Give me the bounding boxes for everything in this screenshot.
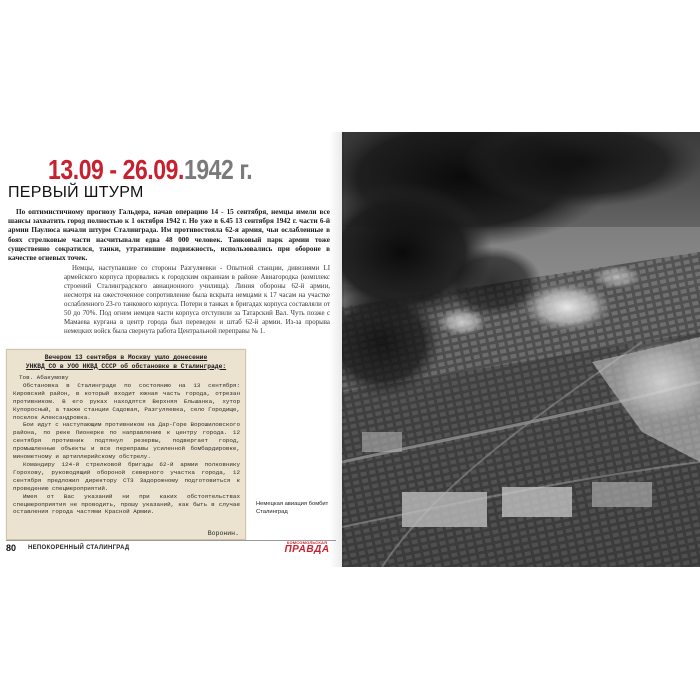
page-title	[48, 154, 252, 186]
document-paragraph: Обстановка в Сталинграде по состоянию на 13 сентября: Кировский район, в который входит южная часть города, отрезан противником. В его руках находятся Верхняя Ельшанка, хутор Купоросный, а также станции Садовая, Разгуляевка, село Городище, поселок Александровка.	[13, 381, 240, 421]
running-footer-title: НЕПОКОРЕННЫЙ СТАЛИНГРАД	[28, 545, 130, 551]
book-gutter	[330, 132, 344, 567]
left-page	[0, 132, 342, 567]
page-number: 80	[6, 543, 17, 553]
publisher-logo-top: КОМСОМОЛЬСКАЯ	[286, 540, 328, 545]
book-spread	[0, 132, 700, 567]
publisher-logo	[278, 540, 336, 554]
document-signature: Воронин.	[207, 530, 239, 537]
right-page	[342, 132, 700, 567]
document-paragraph: Имея от Вас указаний ни при каких обстоятельствах спецмероприятия не проводить, прошу указаний, как быть в случае оставления города частями Красной Армии.	[13, 492, 240, 516]
body-paragraph: Немцы, наступавшие со стороны Разгуляевки - Опытной станции, дивизиями LI армейского корпуса прорвались к городским окраинам в районе Авиагородка (комплекс строений Сталинградского авиационного училища). Линия обороны 62-й армии, несмотря на ожесточенное сопротивление была вскрыта немцами к 17 часам на участке ослабленного 23-го танкового корпуса. Потери в танках в бригадах корпуса составляли от 50 до 70%. Под огнем немцев части корпуса отступили за Татарский Вал. Чуть позже с Мамаева кургана в центр города был переведен и штаб 62-й армии. Из-за прорыва немецких войск была свернута работа Центральной переправы № 1.	[64, 265, 330, 335]
document-body	[13, 374, 240, 516]
document-header	[7, 354, 245, 371]
document-header-line: Вечером 13 сентября в Москву ушло донесение	[44, 354, 208, 361]
document-addressee: Тов. Абакумову	[19, 374, 69, 381]
aerial-bombing-photo	[342, 132, 700, 567]
title-year: 1942 г.	[183, 154, 253, 185]
title-dates: 13.09 - 26.09.	[48, 154, 184, 185]
section-subtitle: ПЕРВЫЙ ШТУРМ	[8, 184, 144, 201]
photo-caption: Немецкая авиация бомбит Сталинград	[256, 501, 329, 515]
intro-paragraph: По оптимистичному прогнозу Гальдера, начав операцию 14 - 15 сентября, немцы имели все шансы захватить город полностью к 1 октября 1942 г. Но уже в 6.45 13 сентября 1942 г. части 6-й армии Паулюса начали штурм Сталинграда. Им противостояла 62-я армия, чьи ослабленные в боях стрелковые части насчитывали едва 48 000 человек. Танковый парк армии тоже существенно сократился, танки, утратившие подвижность, использовались при обороне в качестве огневых точек.	[8, 208, 330, 263]
document-paragraph: Командиру 124-й стрелковой бригады 62-й армии полковнику Горохову, руководящий обороной северного участка города, 12 сентября предложил директору СТЗ Задорожному подготовиться к проведению спецмероприятий.	[13, 460, 240, 492]
publisher-logo-main: ПРАВДА	[284, 544, 330, 555]
archival-document	[6, 349, 246, 540]
document-paragraph: Бои идут с наступающим противником на Дар-Горе Ворошиловского района, по реке Пионерке по направлению к центру города. 12 сентября противник подтянул резервы, подвергает город, промышленные объекты и все переправы усиленной бомбардировке, минометному и артиллерийскому обстрелу.	[13, 421, 240, 461]
document-header-line: УНКВД СО в УОО НКВД СССР об обстановке в Сталинграде:	[25, 362, 227, 370]
